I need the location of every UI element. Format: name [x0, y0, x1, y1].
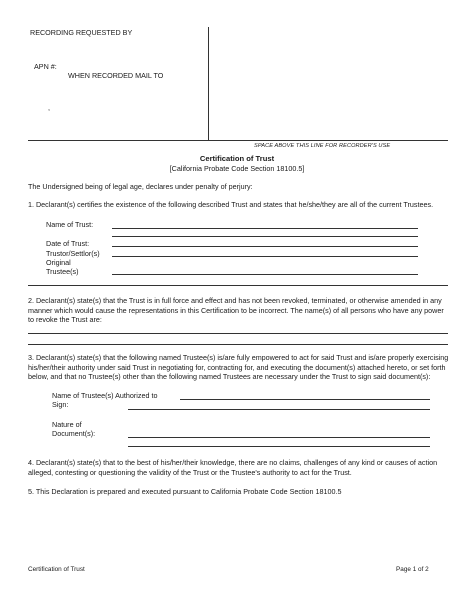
when-recorded-mail-to: WHEN RECORDED MAIL TO [68, 71, 164, 80]
trustor-line[interactable] [112, 256, 418, 257]
revoke-persons-line-2[interactable] [28, 344, 448, 345]
section-5-text: 5. This Declaration is prepared and executed pursuant to California Probate Code Section 18100.5 [28, 487, 342, 496]
recorder-divider-line [28, 140, 448, 141]
date-of-trust-line[interactable] [112, 246, 418, 247]
authorized-trustees-line-1[interactable] [180, 399, 430, 400]
sign-label: Sign: [52, 400, 69, 409]
address-comma: , [48, 103, 50, 112]
original-label: Original [46, 258, 71, 267]
documents-label: Document(s): [52, 429, 96, 438]
nature-label: Nature of [52, 420, 82, 429]
footer-left: Certification of Trust [28, 566, 85, 573]
revoke-persons-line-1[interactable] [28, 333, 448, 334]
trustee-line[interactable] [112, 274, 418, 275]
document-subtitle: [California Probate Code Section 18100.5] [169, 164, 305, 173]
section-2-text: 2. Declarant(s) state(s) that the Trust is in full force and effect and has not been revoked, terminated, or otherwise amended in any manner which would cause the representations in this Certification to be incorrect. The name(s) of all persons who have any power to revoke the Trust are: [28, 296, 444, 325]
section-4-text: 4. Declarant(s) state(s) that to the best of his/her/their knowledge, there are no claims, challenges of any kind or causes of action alleged, contesting or questioning the validity of the Trust or the Trustee's authority to act for the Trust. [28, 458, 438, 477]
names-authorized-label: Name of Trustee(s) Authorized to [52, 391, 158, 400]
section-1-divider [28, 285, 448, 286]
name-of-trust-label: Name of Trust: [46, 220, 94, 229]
section-3-text: 3. Declarant(s) state(s) that the following named Trustee(s) is/are fully empowered to act for said Trust and is/are properly exercising his/her/their authority under said Trust in negotiating for, contracting for, and executing the document(s) attached hereto, or set forth below, and that no Trustee(s) other than the following named Trustees are necessary under the Trust to sign said document(s): [28, 353, 449, 382]
nature-line-2[interactable] [128, 446, 430, 447]
nature-line-1[interactable] [128, 437, 430, 438]
authorized-trustees-line-2[interactable] [128, 409, 430, 410]
name-of-trust-line-2[interactable] [112, 236, 418, 237]
space-above-note: SPACE ABOVE THIS LINE FOR RECORDER'S USE [254, 143, 391, 149]
name-of-trust-line[interactable] [112, 228, 418, 229]
apn-label: APN #: [34, 62, 57, 71]
intro-text: The Undersigned being of legal age, declares under penalty of perjury: [28, 182, 253, 191]
trustor-label: Trustor/Settlor(s) [46, 249, 100, 258]
section-1-text: 1. Declarant(s) certifies the existence of the following described Trust and states that he/she/they are all of the current Trustees. [28, 200, 434, 209]
document-title: Certification of Trust [199, 154, 275, 163]
page-number: Page 1 of 2 [396, 566, 429, 573]
trustee-label: Trustee(s) [46, 267, 79, 276]
recording-requested-by: RECORDING REQUESTED BY [30, 28, 133, 37]
header-vertical-divider [208, 27, 209, 140]
date-of-trust-label: Date of Trust: [46, 239, 90, 248]
